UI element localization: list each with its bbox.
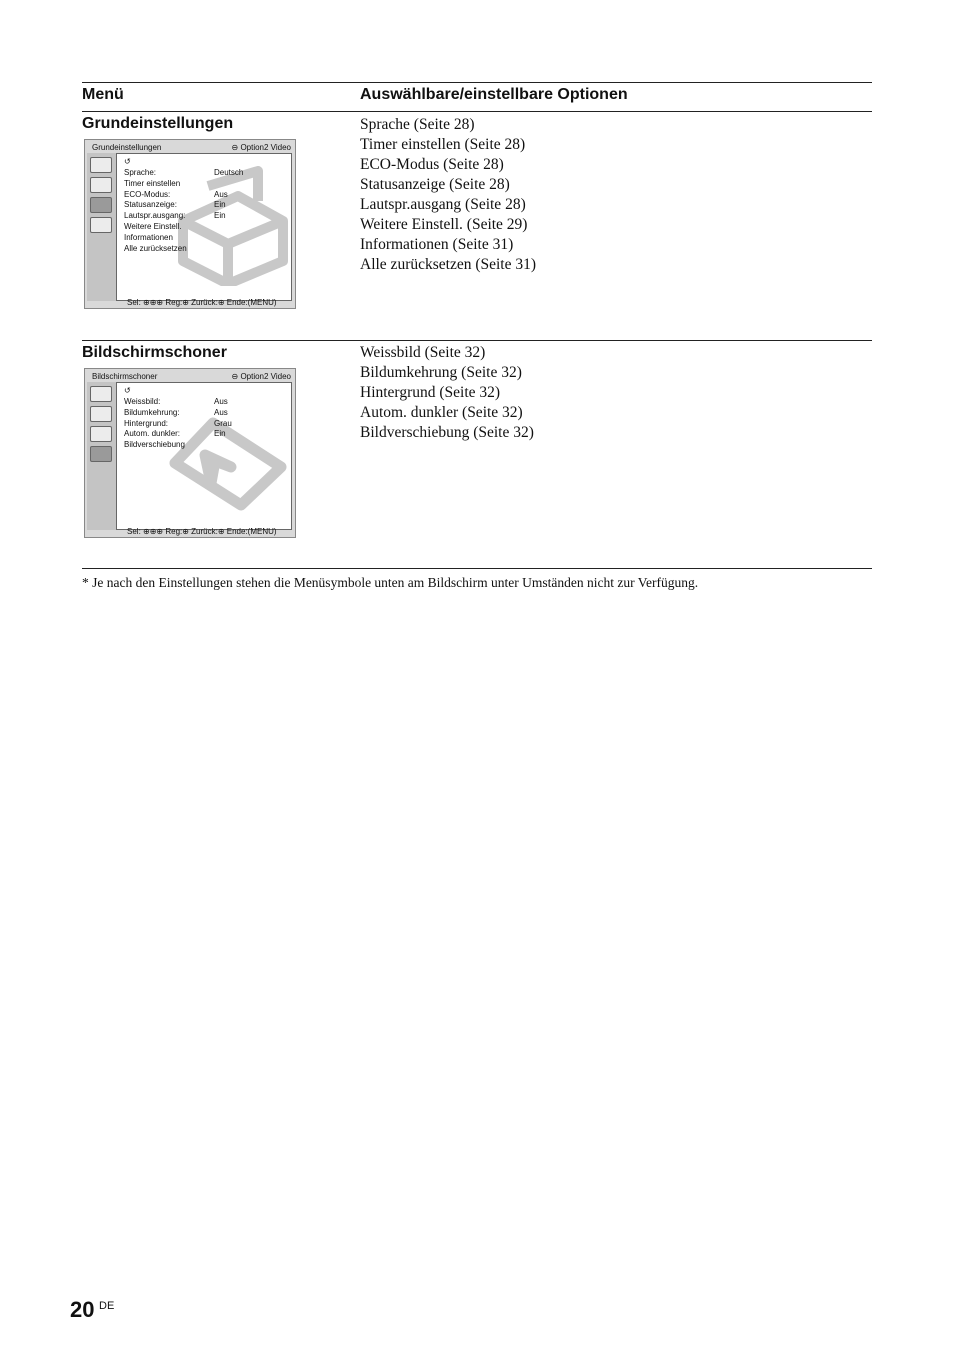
options-list-bildschirmschoner (360, 343, 534, 443)
picture-menu-icon (90, 157, 112, 173)
osd-input-label: ⊖ Option2 Video (231, 143, 291, 152)
osd-footer-help: Sel: ⊕⊕⊕ Reg:⊕ Zurück:⊕ Ende:(MENU) (127, 298, 277, 307)
option-item: Statusanzeige (Seite 28) (360, 176, 510, 193)
osd-menu-item: Autom. dunkler: Ein (124, 429, 226, 438)
table-bottom-rule (82, 568, 872, 569)
table-row-rule (82, 340, 872, 341)
options-list-grundeinstellungen (360, 115, 536, 275)
menu-name-grundeinstellungen: Grundeinstellungen (82, 115, 234, 132)
osd-menu-item: Hintergrund: Grau (124, 419, 232, 428)
osd-menu-item: Informationen (124, 233, 173, 242)
osd-title: Bildschirmschoner (92, 372, 158, 381)
input-icon: ⊖ (231, 372, 241, 381)
option-item: Lautspr.ausgang (Seite 28) (360, 196, 526, 213)
osd-icon-sidebar (87, 382, 116, 530)
osd-menu-panel (116, 382, 292, 530)
osd-menu-item: Bildverschiebung (124, 440, 185, 449)
osd-menu-item: Alle zurücksetzen (124, 244, 187, 253)
option-item: Sprache (Seite 28) (360, 116, 475, 133)
osd-menu-item: Weissbild: Aus (124, 397, 228, 406)
osd-input-label: ⊖ Option2 Video (231, 372, 291, 381)
column-header-menu: Menü (82, 86, 124, 103)
screensaver-menu-icon (90, 217, 112, 233)
screensaver-menu-icon (90, 446, 112, 462)
sound-menu-icon (90, 406, 112, 422)
osd-title: Grundeinstellungen (92, 143, 162, 152)
osd-menu-item: Timer einstellen (124, 179, 181, 188)
osd-icon-sidebar (87, 153, 116, 301)
osd-menu-item: ECO-Modus: Aus (124, 190, 228, 199)
osd-menu-panel (116, 153, 292, 301)
menu-name-bildschirmschoner: Bildschirmschoner (82, 344, 227, 361)
table-top-rule (82, 82, 872, 83)
option-item: Bildverschiebung (Seite 32) (360, 424, 534, 441)
osd-footer-help: Sel: ⊕⊕⊕ Reg:⊕ Zurück:⊕ Ende:(MENU) (127, 527, 277, 536)
option-item: Alle zurücksetzen (Seite 31) (360, 256, 537, 273)
page-language: DE (99, 1300, 115, 1312)
osd-menu-item: Weitere Einstell. (124, 222, 182, 231)
page-number: 20 (70, 1297, 95, 1322)
table-header-rule (82, 111, 872, 112)
option-item: Hintergrund (Seite 32) (360, 384, 501, 401)
setup-menu-icon (90, 197, 112, 213)
osd-menu-item: Statusanzeige: Ein (124, 200, 226, 209)
column-header-options: Auswählbare/einstellbare Optionen (360, 86, 628, 103)
option-item: Timer einstellen (Seite 28) (360, 136, 526, 153)
option-item: Informationen (Seite 31) (360, 236, 514, 253)
osd-screen-grundeinstellungen (84, 139, 296, 309)
option-item: Weissbild (Seite 32) (360, 344, 486, 361)
osd-menu-item: Lautspr.ausgang: Ein (124, 211, 226, 220)
osd-menu-item: Sprache: Deutsch (124, 168, 244, 177)
osd-menu-item: Bildumkehrung: Aus (124, 408, 228, 417)
picture-menu-icon (90, 386, 112, 402)
sound-menu-icon (90, 177, 112, 193)
osd-screen-bildschirmschoner (84, 368, 296, 538)
option-item: Autom. dunkler (Seite 32) (360, 404, 523, 421)
osd-back-icon: ↺ (124, 157, 131, 166)
option-item: Bildumkehrung (Seite 32) (360, 364, 522, 381)
input-icon: ⊖ (231, 143, 241, 152)
setup-menu-icon (90, 426, 112, 442)
option-item: Weitere Einstell. (Seite 29) (360, 216, 528, 233)
osd-back-icon: ↺ (124, 386, 131, 395)
option-item: ECO-Modus (Seite 28) (360, 156, 504, 173)
footnote: * Je nach den Einstellungen stehen die Menüsymbole unten am Bildschirm unter Umständen nicht zur Verfügung. (82, 575, 699, 590)
